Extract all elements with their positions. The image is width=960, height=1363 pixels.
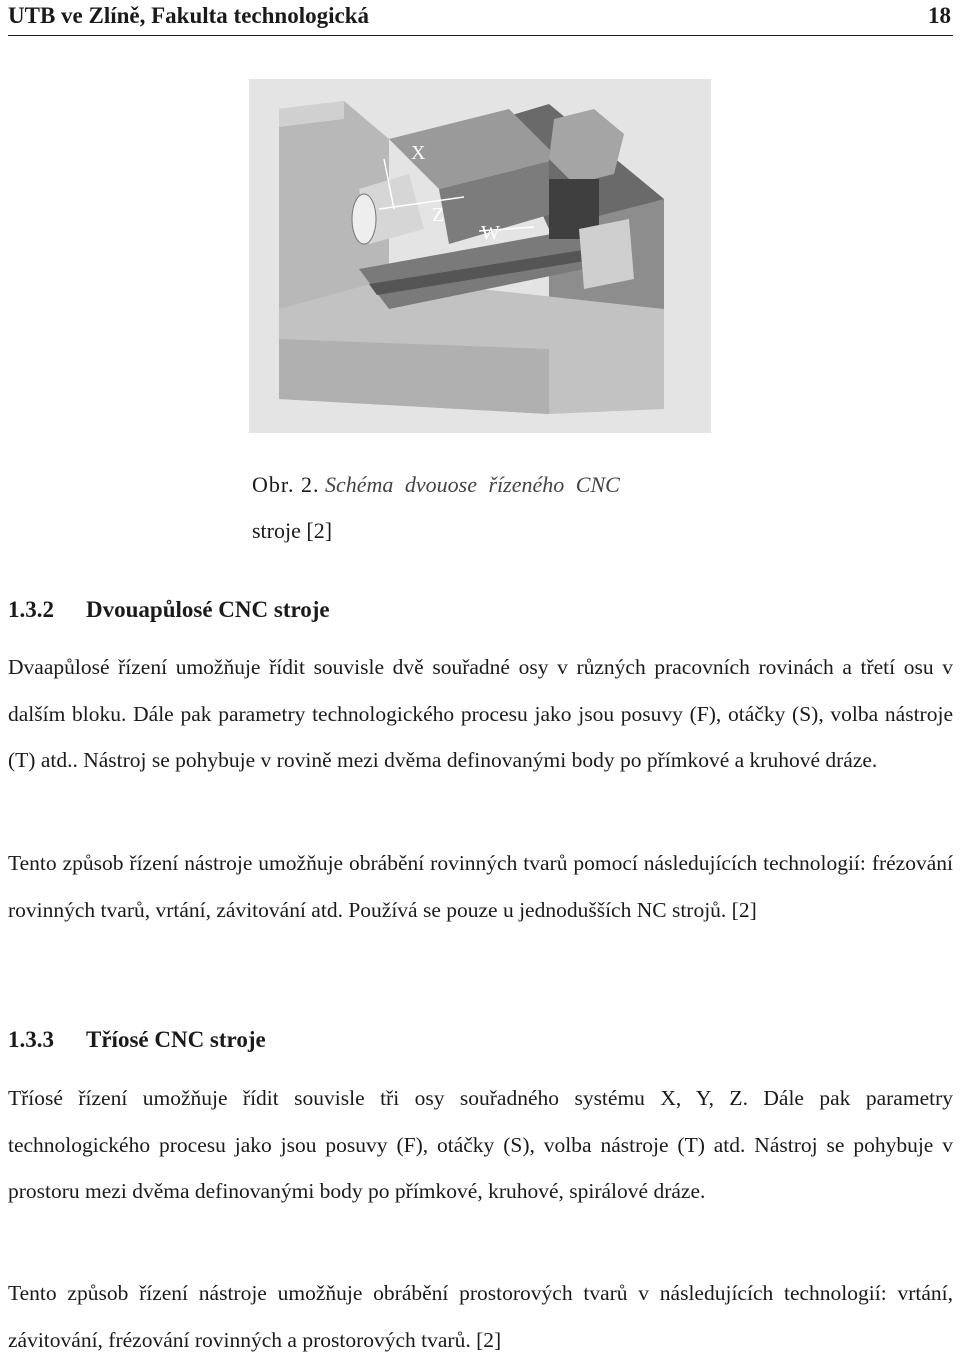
paragraph-2-5-axis-usage: Tento způsob řízení nástroje umožňuje obrábění rovinných tvarů pomocí následujících technologií: frézování rovinných tvarů, vrtání, závitování atd. Používá se pouze u jednodušších NC strojů. [2]: [8, 851, 953, 922]
paragraph-3-axis-usage: Tento způsob řízení nástroje umožňuje obrábění prostorových tvarů v následujících technologií: vrtání, závitování, frézování rovinných a prostorových tvarů. [2]: [8, 1281, 953, 1352]
paragraph-2-5-axis-control: Dvaapůlosé řízení umožňuje řídit souvisle dvě souřadné osy v různých pracovních rovinách a třetí osu v dalším bloku. Dále pak parametry technologického procesu jako jsou posuvy (F), otáčky (S), volba nástroje (T) atd.. Nástroj se pohybuje v rovině mezi dvěma definovanými body po přímkové a kruhové dráze.: [8, 655, 953, 772]
section-title: Dvouapůlosé CNC stroje: [86, 597, 330, 622]
caption-number: Obr. 2.: [252, 472, 320, 497]
section-heading-1-3-2: [8, 595, 330, 625]
caption-continuation: stroje [2]: [252, 518, 333, 543]
axis-z-label: Z: [432, 204, 445, 226]
axis-x-label: X: [411, 142, 426, 164]
figure-caption: [252, 462, 712, 554]
section-number: 1.3.2: [8, 597, 54, 622]
header-title: UTB ve Zlíně, Fakulta technologická: [8, 3, 369, 28]
axis-w-label: W: [481, 222, 500, 244]
cnc-machine-illustration: [249, 79, 711, 433]
section-heading-1-3-3: [8, 1025, 266, 1055]
page-number: 18: [928, 3, 951, 28]
section-title: Tříosé CNC stroje: [86, 1027, 266, 1052]
section-number: 1.3.3: [8, 1027, 54, 1052]
paragraph-3-axis-control: Tříosé řízení umožňuje řídit souvisle tři osy souřadného systému X, Y, Z. Dále pak parametry technologického procesu jako jsou posuvy (F), otáčky (S), volba nástroje (T) atd. Nástroj se pohybuje v prostoru mezi dvěma definovanými body po přímkové, kruhové, spirálové dráze.: [8, 1086, 953, 1203]
caption-title: Schéma dvouose řízeného CNC: [325, 472, 620, 497]
page-header: [8, 2, 953, 36]
cnc-machine-figure: [249, 79, 711, 433]
